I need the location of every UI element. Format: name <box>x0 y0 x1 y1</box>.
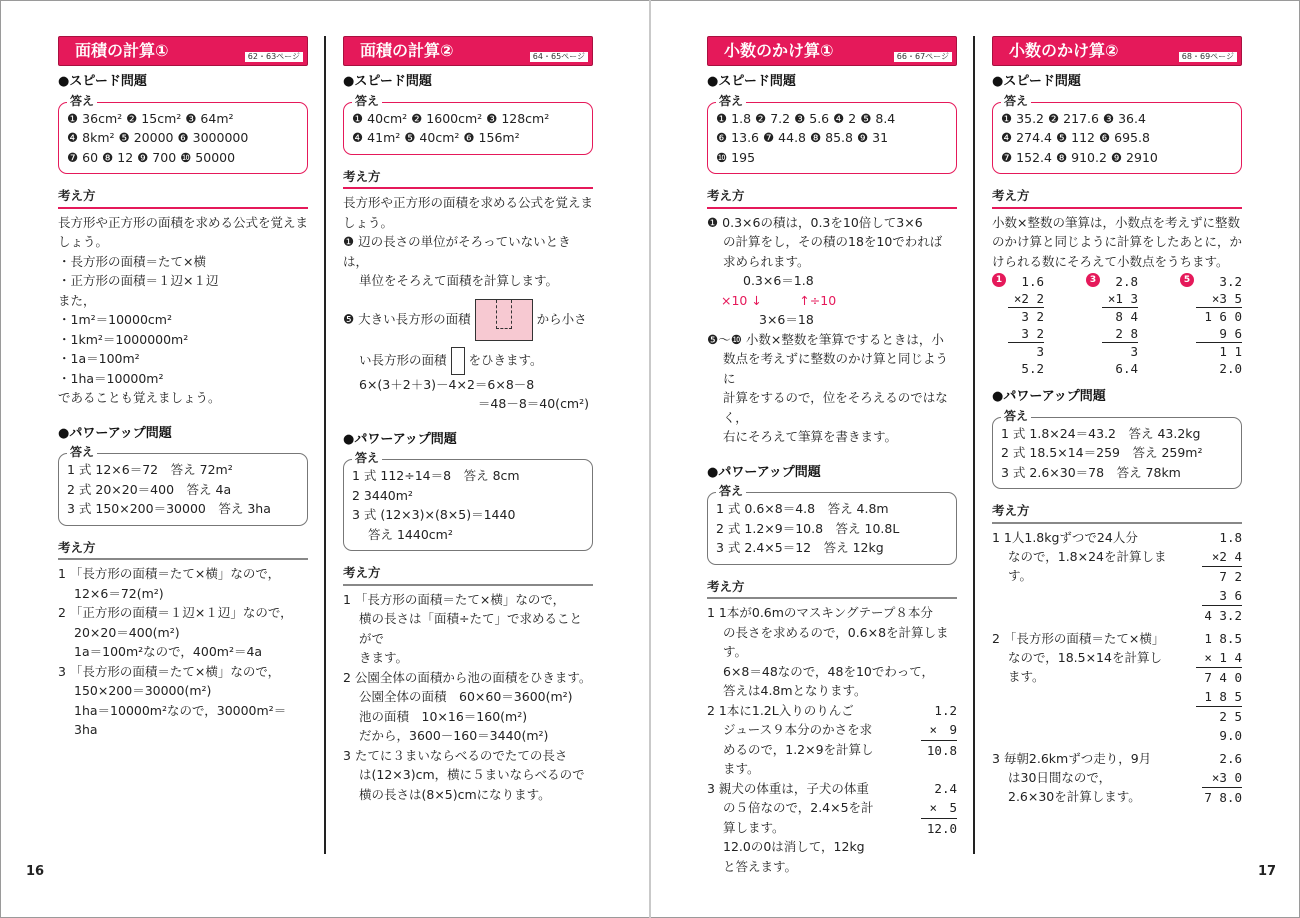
answer-label: 答え <box>67 93 97 109</box>
calc-line: 1.8 <box>1219 529 1242 545</box>
problem-with-calc <box>992 749 1242 807</box>
answer-label: 答え <box>67 444 97 460</box>
problem-number-icon: 5 <box>1180 273 1194 287</box>
calc-line: ×3 0 <box>1202 768 1242 788</box>
power-heading: ●パワーアップ問題 <box>992 389 1106 404</box>
calc-line: 2.6 <box>1219 750 1242 766</box>
calc-line: 7 8.0 <box>1204 789 1242 805</box>
text-line: なので，18.5×14を計算し <box>1008 649 1162 665</box>
text-line: ・1km²＝1000000m² <box>58 331 189 347</box>
text-line: ＝48－8＝40(cm²) <box>477 396 589 411</box>
text-line: なので，1.8×24を計算しま <box>1008 548 1167 564</box>
explanation-heading: 考え方 <box>58 186 308 209</box>
calc-line: 3.2 <box>1219 274 1242 289</box>
center-gutter <box>649 0 651 918</box>
calc-line: 2 8 <box>1102 325 1138 343</box>
explanation-text <box>343 193 593 414</box>
calc-line: 7 4 0 <box>1204 669 1242 685</box>
text-line: ます。 <box>723 761 760 776</box>
text-line: であることも覚えましょう。 <box>58 390 221 405</box>
calc-line: 8 4 <box>1115 309 1138 324</box>
text-line: 1a＝100m²なので，400m²＝4a <box>74 644 263 659</box>
text-line: 6×8＝48なので，48を10でわって， <box>723 663 934 679</box>
calc-line: 3 5.2 <box>1021 344 1044 376</box>
section-header <box>992 36 1242 66</box>
explanation-heading: 考え方 <box>992 186 1242 209</box>
explanation-text <box>992 528 1242 807</box>
text-line: 長方形や正方形の面積を求める公式を覚えま <box>58 214 309 230</box>
calc-line: 3 6 <box>1202 586 1242 606</box>
section-title: 面積の計算① <box>75 41 169 60</box>
text-line: 3 親犬の体重は，子犬の体重 <box>707 780 869 796</box>
text-line: と答えます。 <box>723 858 798 874</box>
section-title: 小数のかけ算① <box>724 41 834 60</box>
calc-line: ×10 ↓ ↑÷10 <box>721 292 837 308</box>
text-line: ❶ 0.3×6の積は，0.3を10倍して3×6 <box>707 214 923 230</box>
written-calculation <box>1008 273 1044 377</box>
text-line: ・長方形の面積＝たて×横 <box>58 253 206 269</box>
calc-line: ×1 3 <box>1102 290 1138 308</box>
column-divider <box>324 36 326 854</box>
answer-row: ❻ 13.6 ❼ 44.8 ❽ 85.8 ❾ 31 <box>716 130 889 145</box>
section-header <box>343 36 593 66</box>
text-line: ❶ 辺の長さの単位がそろっていないときは， <box>343 234 571 269</box>
power-answer-box <box>707 484 957 565</box>
written-calculation <box>921 779 957 877</box>
speed-heading: ●スピード問題 <box>707 74 796 89</box>
answer-row: 3 式 (12×3)×(8×5)＝1440 <box>352 507 516 522</box>
text-line: の長さを求めるので，0.6×8を計算します。 <box>723 624 949 659</box>
text-line: 池の面積 10×16＝160(m²) <box>359 708 528 724</box>
text-line: きます。 <box>359 650 409 665</box>
text-line: ・正方形の面積＝１辺×１辺 <box>58 273 219 288</box>
answer-row: ❶ 35.2 ❷ 217.6 ❸ 36.4 <box>1001 110 1146 126</box>
power-answer-box <box>343 451 593 551</box>
answer-row: 1 式 1.8×24＝43.2 答え 43.2kg <box>1001 425 1201 441</box>
large-rectangle-figure <box>475 299 533 341</box>
text-line: 20×20＝400(m²) <box>74 624 180 640</box>
text-line: 1ha＝10000m²なので，30000m²＝3ha <box>74 702 287 737</box>
answer-row: ❶ 40cm² ❷ 1600cm² ❸ 128cm² <box>352 110 550 126</box>
text-line: をひきます。 <box>468 352 543 367</box>
answer-label: 答え <box>352 450 382 466</box>
cutout-outline <box>496 300 512 329</box>
calc-line: ×2 4 <box>1202 547 1242 567</box>
speed-heading: ●スピード問題 <box>58 74 147 89</box>
calc-line: 1 8.5 <box>1204 630 1242 646</box>
explanation-text <box>343 590 593 805</box>
speed-answer-box <box>343 93 593 155</box>
written-calculation <box>921 701 957 779</box>
column-decimal-mult-1 <box>707 36 957 876</box>
speed-answer-box <box>707 93 957 175</box>
calc-line: ×3 5 <box>1196 290 1242 308</box>
answer-row: ❹ 274.4 ❺ 112 ❻ 695.8 <box>1001 130 1150 145</box>
answer-label: 答え <box>352 93 382 109</box>
text-line: 12×6＝72(m²) <box>74 585 164 601</box>
text-line: だから，3600－160＝3440(m²) <box>359 728 549 743</box>
calc-line: 7 2 <box>1219 568 1242 584</box>
speed-answer-box <box>58 93 308 175</box>
text-line: ・1a＝100m² <box>58 351 140 366</box>
written-calculation <box>1196 629 1242 745</box>
explanation-heading: 考え方 <box>343 167 593 190</box>
answer-label: 答え <box>1001 408 1031 424</box>
explanation-text <box>707 213 957 447</box>
text-line: 2 「正方形の面積＝１辺×１辺」なので， <box>58 605 293 620</box>
answer-row: 答え 1440cm² <box>368 526 453 542</box>
text-line: 小数×整数の筆算は，小数点を考えずに整数 <box>992 214 1240 230</box>
page-reference: 62・63ページ <box>245 52 303 62</box>
text-line: 単位をそろえて面積を計算します。 <box>359 273 559 288</box>
text-line: 2 公園全体の面積から池の面積をひきます。 <box>343 669 592 685</box>
explanation-text <box>58 564 308 740</box>
explanation-heading: 考え方 <box>707 186 957 209</box>
explanation-text <box>992 213 1242 378</box>
power-answer-box <box>992 408 1242 490</box>
answer-label: 答え <box>716 483 746 499</box>
page-reference: 64・65ページ <box>530 52 588 62</box>
power-answer-box <box>58 445 308 526</box>
page-number-right: 17 <box>1258 864 1277 879</box>
problem-with-calc <box>992 528 1242 625</box>
answer-row: ❼ 60 ❽ 12 ❾ 700 ❿ 50000 <box>67 149 236 165</box>
calc-line: 1 8 5 <box>1196 687 1242 707</box>
answer-row: ❿ 195 <box>716 149 756 165</box>
text-line: 1 1人1.8kgずつで24人分 <box>992 529 1138 545</box>
answer-label: 答え <box>1001 93 1031 109</box>
calc-line: 2 5 9.0 <box>1219 708 1242 743</box>
text-line: 3 「長方形の面積＝たて×横」なので， <box>58 663 281 679</box>
text-line: の５倍なので，2.4×5を計 <box>723 800 874 815</box>
page-reference: 66・67ページ <box>894 52 952 62</box>
explanation-heading: 考え方 <box>58 538 308 561</box>
column-divider <box>973 36 975 854</box>
text-line: は30日間なので， <box>1008 769 1112 785</box>
written-calculation <box>1102 273 1138 377</box>
written-calculation <box>1196 273 1242 377</box>
text-line: 3 たてに３まいならべるのでたての長さ <box>343 747 568 763</box>
text-line: のかけ算と同じように計算をしたあとに，か <box>992 234 1243 249</box>
section-header <box>58 36 308 66</box>
calc-line: 0.3×6＝1.8 <box>743 273 814 288</box>
page-number-left: 16 <box>26 864 45 879</box>
answer-row: 3 式 2.4×5＝12 答え 12kg <box>716 540 884 555</box>
text-line: 1 「長方形の面積＝たて×横」なので， <box>343 591 566 607</box>
text-line: 数点を考えずに整数のかけ算と同じように <box>723 351 949 386</box>
calc-line: × 9 <box>921 720 957 741</box>
calc-line: 2.8 <box>1115 274 1138 289</box>
text-line: 2.6×30を計算します。 <box>1008 788 1141 804</box>
calc-line: 3×6＝18 <box>759 312 814 327</box>
text-line: 12.0の0は消して，12kg <box>723 839 865 854</box>
answer-row: ❹ 8km² ❺ 20000 ❻ 3000000 <box>67 130 249 145</box>
text-line: 算します。 <box>723 819 785 835</box>
diagram-line <box>343 299 593 343</box>
text-line: は(12×3)cm，横に５まいならべるので <box>359 767 585 782</box>
text-line: 計算をするので，位をそろえるのではなく， <box>723 390 948 425</box>
written-calculation <box>1202 749 1242 807</box>
speed-heading: ●スピード問題 <box>992 74 1081 89</box>
section-title: 面積の計算② <box>360 41 454 60</box>
text-line: けられる数にそろえて小数点をうちます。 <box>992 253 1229 269</box>
power-heading: ●パワーアップ問題 <box>343 431 457 447</box>
text-line: ・1ha＝10000m² <box>58 370 164 386</box>
diagram-line <box>343 347 593 375</box>
calc-line: 10.8 <box>926 742 957 758</box>
answer-row: ❹ 41m² ❺ 40cm² ❻ 156m² <box>352 130 520 145</box>
problem-number-icon: 1 <box>992 273 1006 287</box>
calc-line: 1 6 0 <box>1204 309 1242 324</box>
answer-row: ❶ 36cm² ❷ 15cm² ❸ 64m² <box>67 110 234 126</box>
answer-row: ❼ 152.4 ❽ 910.2 ❾ 2910 <box>1001 149 1158 165</box>
text-line: 長方形や正方形の面積を求める公式を覚えま <box>343 195 594 210</box>
text-line: す。 <box>1008 567 1033 583</box>
answer-row: 3 式 150×200＝30000 答え 3ha <box>67 501 271 516</box>
problem-with-calc <box>992 629 1242 745</box>
text-line: 横の長さは(8×5)cmになります。 <box>359 786 551 802</box>
text-line: い長方形の面積 <box>359 352 447 367</box>
text-line: 2 「長方形の面積＝たて×横」 <box>992 630 1165 646</box>
text-line: ・1m²＝10000cm² <box>58 312 172 327</box>
explanation-text <box>58 213 308 408</box>
calc-line: 2.4 <box>934 780 957 796</box>
written-calculation <box>1202 528 1242 625</box>
text-line: 右にそろえて筆算を書きます。 <box>723 429 898 444</box>
answer-row: 1 式 112÷14＝8 答え 8cm <box>352 468 520 483</box>
text-line: ジュース９本分のかさを求 <box>723 722 873 737</box>
section-header <box>707 36 957 66</box>
text-line: 1 1本が0.6mのマスキングテープ８本分 <box>707 605 933 620</box>
text-line: めるので，1.2×9を計算し <box>723 741 874 757</box>
explanation-heading: 考え方 <box>992 501 1242 524</box>
calc-line: 12.0 <box>926 820 957 836</box>
text-line: また， <box>58 292 96 308</box>
text-line: 答えは4.8mとなります。 <box>723 683 867 698</box>
answer-row: 3 式 2.6×30＝78 答え 78km <box>1001 464 1181 480</box>
answer-row: 2 3440m² <box>352 487 413 503</box>
answer-row: 2 式 20×20＝400 答え 4a <box>67 481 232 497</box>
power-heading: ●パワーアップ問題 <box>707 464 821 480</box>
text-line: しょう。 <box>343 214 394 230</box>
text-line: 1 「長方形の面積＝たて×横」なので， <box>58 566 281 581</box>
text-line: 公園全体の面積 60×60＝3600(m²) <box>359 689 573 704</box>
answer-row: ❶ 1.8 ❷ 7.2 ❸ 5.6 ❹ 2 ❺ 8.4 <box>716 110 896 126</box>
calc-line: 3 2 <box>1008 325 1044 343</box>
calc-line: 1.2 <box>934 702 957 718</box>
calc-line: 1 1 2.0 <box>1219 344 1242 376</box>
calc-line: 3 6.4 <box>1115 344 1138 376</box>
calc-line: 1.6 <box>1021 274 1044 289</box>
speed-heading: ●スピード問題 <box>343 74 432 89</box>
answer-row: 1 式 0.6×8＝4.8 答え 4.8m <box>716 501 889 516</box>
small-rectangle-figure <box>451 347 465 375</box>
section-title: 小数のかけ算② <box>1009 41 1119 60</box>
power-heading: ●パワーアップ問題 <box>58 425 172 441</box>
calc-line: 3 2 <box>1021 309 1044 324</box>
explanation-text <box>707 603 957 876</box>
answer-row: 2 式 1.2×9＝10.8 答え 10.8L <box>716 520 900 536</box>
column-area-calc-1 <box>58 36 308 740</box>
problem-number-icon: 3 <box>1086 273 1100 287</box>
answer-row: 1 式 12×6＝72 答え 72m² <box>67 462 233 477</box>
speed-answer-box <box>992 93 1242 175</box>
text-line: 6×(3＋2＋3)－4×2＝6×8－8 <box>359 376 535 392</box>
text-line: 求められます。 <box>723 253 810 269</box>
text-line: ❺ 大きい長方形の面積 <box>343 311 471 326</box>
explanation-heading: 考え方 <box>343 563 593 586</box>
calc-line: × 1 4 <box>1196 648 1242 668</box>
written-calculations <box>992 273 1242 377</box>
text-line: 2 1本に1.2L入りのりんご <box>707 702 854 718</box>
problem-with-calc <box>707 779 957 877</box>
answer-label: 答え <box>716 93 746 109</box>
answer-row: 2 式 18.5×14＝259 答え 259m² <box>1001 445 1203 460</box>
column-area-calc-2 <box>343 36 593 804</box>
text-line: 横の長さは「面積÷たて」で求めることがで <box>359 611 582 646</box>
problem-with-calc <box>707 701 957 779</box>
calc-line: 4 3.2 <box>1204 607 1242 623</box>
calc-line: × 5 <box>921 798 957 819</box>
text-line: から小さ <box>536 311 587 326</box>
page-reference: 68・69ページ <box>1179 52 1237 62</box>
text-line: しょう。 <box>58 234 109 249</box>
column-decimal-mult-2 <box>992 36 1242 807</box>
text-line: 3 毎朝2.6kmずつ走り，9月 <box>992 750 1152 766</box>
explanation-heading: 考え方 <box>707 577 957 600</box>
text-line: ❺～❿ 小数×整数を筆算でするときは，小 <box>707 331 944 347</box>
text-line: ます。 <box>1008 668 1045 684</box>
text-line: の計算をし，その積の18を10でわれば <box>723 234 943 249</box>
calc-line: 9 6 <box>1196 325 1242 343</box>
calc-line: ×2 2 <box>1008 290 1044 308</box>
text-line: 150×200＝30000(m²) <box>74 683 212 698</box>
